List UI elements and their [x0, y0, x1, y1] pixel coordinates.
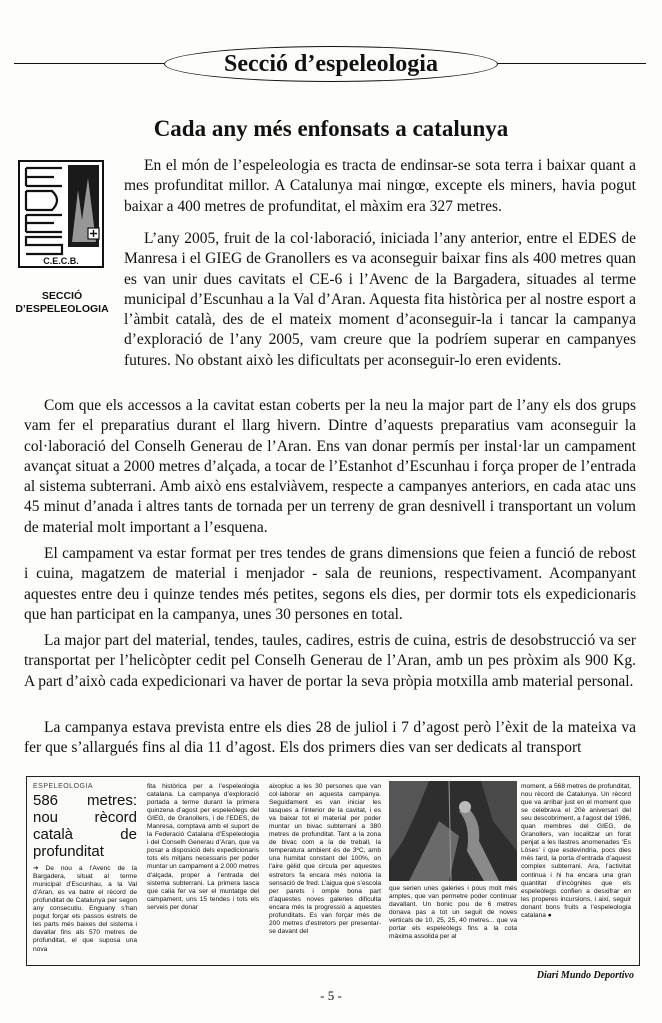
- clipping-col-1: [33, 783, 137, 954]
- clipping-headline: 586 metres: nou rècord català de profunditat: [33, 792, 137, 861]
- clipping-col-3: aixopluc a les 30 persones que van col·laborar en aquesta campanya. Seguidament es van iniciar les tasques a l’interior de la cavitat, i es va baixar tot el material per poder muntar un bivac subterrani a 380 metres de profunditat. Tant a la zona de bivac com a la de treball, la temperatura ambient és de 3ºC, amb una humitat constant del 100%, on l’aire gèlid que circula per aquestes estretors fa encara més notòria la sensació de fred. L’aigua que s’escola per parets i omple bona part d’aquestes noves galeries dificulta encara més la progressió a aquestes profunditats. Es van forçar més de 200 metres d’estretors per presentar-se davant del: [269, 783, 381, 935]
- newspaper-clipping: [26, 776, 640, 966]
- article-paragraph-2: L’any 2005, fruit de la col·laboració, iniciada l’any anterior, entre el EDES de Manresa i el GIEG de Granollers es va aconseguir baixar fins als 400 metres quan es van unir dues cavitats el CE-6 i l’Avenc de la Bargadera, situades al terme municipal d’Escunhau a la Val d’Aran. Aquesta fita històrica per al nostre esport a l’àmbit català, des de el mateix moment d’aconseguir-la i tancar la campanya d’exploració de l’any 2005, vam creure que la podríem superar en campanyes futures. No obstant això les dificultats per aconseguir-lo eren evidents.: [124, 230, 636, 369]
- cave-photo: [389, 781, 517, 881]
- clipping-kicker: ESPELEOLOGIA: [33, 783, 94, 790]
- logo-caption-line2: D’ESPELEOLOGIA: [15, 303, 109, 315]
- clipping-col-2: fita històrica per a l’espeleologia catalana. La campanya d’exploració portada a terme durant la primera quinzena d’agost per espeleòlegs del GIEG, de Granollers, i de l’EDES, de Manresa, comptava amb el suport de la Federació Catalana d’Espeleologia i del Conselh Generau d’Aran, que va posar a disposició dels expedicionaris tots els mitjans necessaris per poder muntar un campament a 2.000 metres d’alçada, proper a l’entrada del sistema subterrani. La primera tasca que calia fer va ser el muntatge del campament, uns 15 tendes i tots els serveis per donar: [147, 783, 259, 911]
- article-title: Cada any més enfonsats a catalunya: [153, 116, 509, 141]
- article-paragraph-5: La major part del material, tendes, taules, cadires, estris de cuina, estris de desobstrucció va ser transportat per l’helicòpter cedit pel Conselh Generau de l’Aran, amb un pes pròxim als 900 Kg. A part d’això cada expedicionari va haver de portar la seva pròpia motxilla amb material personal.: [24, 632, 636, 690]
- article-paragraph-4: El campament va estar format per tres tendes de grans dimensions que feien a funció de rebost i cuina, magatzem de material i menjador - sala de reunions, respectivament. Acompanyant aquestes entre deu i quinze tendes més petites, segons els dies, per dormir tots els expedicionaris que han participat en la campanya, unes 30 persones en total.: [24, 545, 636, 623]
- edes-logo: [18, 160, 104, 268]
- logo-caption-line1: SECCIÓ: [41, 290, 83, 302]
- header-rule-right: [496, 63, 646, 64]
- header-rule-left: [14, 63, 164, 64]
- logo-org-text: C.E.C.B.: [43, 256, 79, 266]
- source-credit: Diari Mundo Deportivo: [536, 970, 634, 981]
- clipping-col-5: moment, a 568 metres de profunditat, nou rècord de Catalunya. Un rècord que va arribar just en el moment que se celebrava el 20è aniversari del seu descobriment, a l’agost del 1986, quan membres del GIEG, de Granollers, van localitzar un forat penjat a les llastres anomenades ‘Es Lòses’ i que esdevindria, pocs dies més tard, la porta d’entrada d’aquest complex subterrani. Ara, l’activitat continua i hi ha encara una gran quantitat d’incògnites que els espeleòlegs confien a desxifrar en les properes incursions, i així, seguir donant bons fruits a l’espeleologia catalana ●: [521, 783, 631, 919]
- logo-caption: [12, 290, 112, 316]
- clipping-lead: ➔ De nou a l’Avenc de la Bargadera, situat al terme municipal d’Escunhau, a la Val d’Aran, es va batre el rècord de profunditat de Catalunya per segon any consecutiu. Enguany s’han pogut forçar els passos estrets de les parts més baixes del sistema i davallar fins als 570 metres de profunditat, el que suposa una nova: [33, 865, 137, 953]
- article-paragraph-3: Com que els accessos a la cavitat estan coberts per la neu la major part de l’any els dos grups vam fer el preparatius durant el llarg hivern. Dintre d’aquests preparatius vam aconseguir la col·laboració del Conselh Generau de l’Aran. Ens van donar permís per instal·lar un campament avançat situat a 2000 metres d’alçada, a tocar de l’Estanhot d’Escunhau i força proper de l’entrada al sistema subterrani. Amb això ens estalviàvem, respecte a campanyes anteriors, en cada atac uns 45 minut d’anada i altres tants de tornada per un terreny de gran desnivell i transportant un volum de material molt important a l’esquena.: [24, 397, 636, 536]
- section-header: [14, 44, 646, 84]
- article-paragraph-6: La campanya estava prevista entre els dies 28 de juliol i 7 d’agost però l’èxit de la mateixa va fer que s’allargués fins al dia 11 d’agost. Els dos primers dies van ser dedicats al transport: [24, 719, 636, 757]
- article-paragraph-1: En el món de l’espeleologia es tracta de endinsar-se sota terra i baixar quant a mes profunditat millor. A Catalunya mai ningœ, excepte els miners, havia pogut baixar a 400 metres de profunditat, el màxim era 327 metres.: [124, 157, 636, 215]
- page-number: - 5 -: [320, 988, 342, 1003]
- section-title: Secció d’espeleologia: [164, 46, 498, 82]
- clipping-col-4: que serien unes galeries i pous molt més amples, que van permetre poder continuar davallant. Un bonic pou de 6 metres donava pas a tot un seguit de noves verticals de 10, 25, 25, 40 metres... que va portar els espeleòlegs fins a la cota màxima assolida per al: [389, 885, 517, 941]
